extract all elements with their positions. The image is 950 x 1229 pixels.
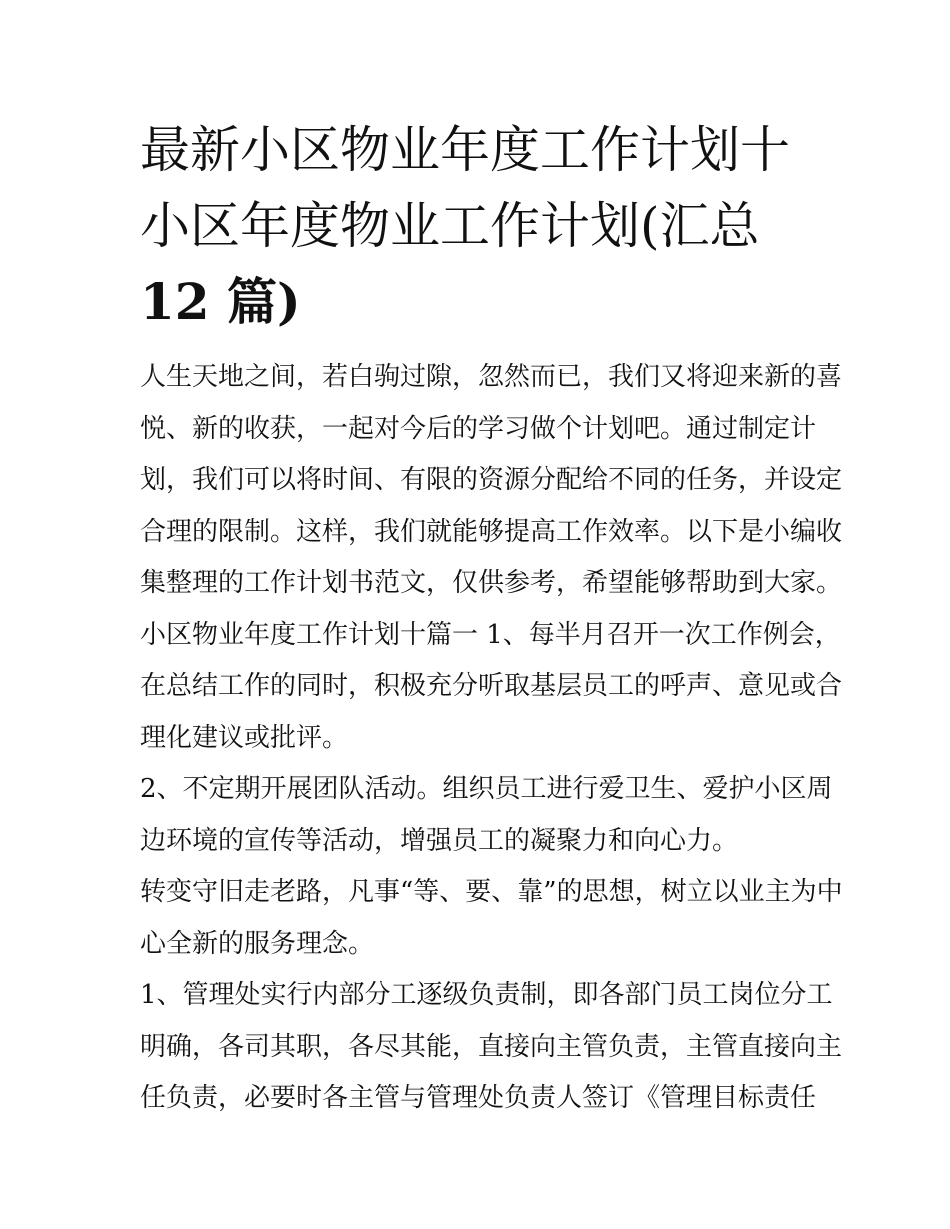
body-line: 任负责，必要时各主管与管理处负责人签订《管理目标责任	[140, 1083, 817, 1113]
body-line: 悦、新的收获，一起对今后的学习做个计划吧。通过制定计	[140, 413, 817, 444]
title-line: 最新小区物业年度工作计划十	[140, 121, 790, 179]
document-title	[140, 112, 820, 340]
body-line: 理化建议或批评。	[140, 722, 349, 753]
body-line: 明确，各司其职，各尽其能，直接向主管负责，主管直接向主	[140, 1031, 843, 1062]
body-line: 划，我们可以将时间、有限的资源分配给不同的任务，并设定	[140, 465, 843, 495]
body-line: 人生天地之间，若白驹过隙，忽然而已，我们又将迎来新的喜	[140, 362, 843, 392]
body-line: 集整理的工作计划书范文，仅供参考，希望能够帮助到大家。	[140, 568, 843, 598]
body-line: 边环境的宣传等活动，增强员工的凝聚力和向心力。	[140, 825, 739, 856]
title-line: 小区年度物业工作计划(汇总	[140, 197, 760, 255]
document-body	[140, 352, 843, 1125]
body-line: 1、管理处实行内部分工逐级负责制，即各部门员工岗位分工	[140, 980, 833, 1010]
body-line: 心全新的服务理念。	[140, 928, 375, 959]
body-line: 合理的限制。这样，我们就能够提高工作效率。以下是小编收	[140, 516, 843, 547]
body-line: 在总结工作的同时，积极充分听取基层员工的呼声、意见或合	[140, 671, 843, 701]
body-line: 2、不定期开展团队活动。组织员工进行爱卫生、爱护小区周	[140, 774, 833, 804]
body-line: 转变守旧走老路，凡事“等、要、靠”的思想，树立以业主为中	[140, 877, 843, 907]
title-line: 12 篇)	[140, 272, 301, 331]
body-line: 小区物业年度工作计划十篇一 1、每半月召开一次工作例会，	[140, 619, 841, 650]
